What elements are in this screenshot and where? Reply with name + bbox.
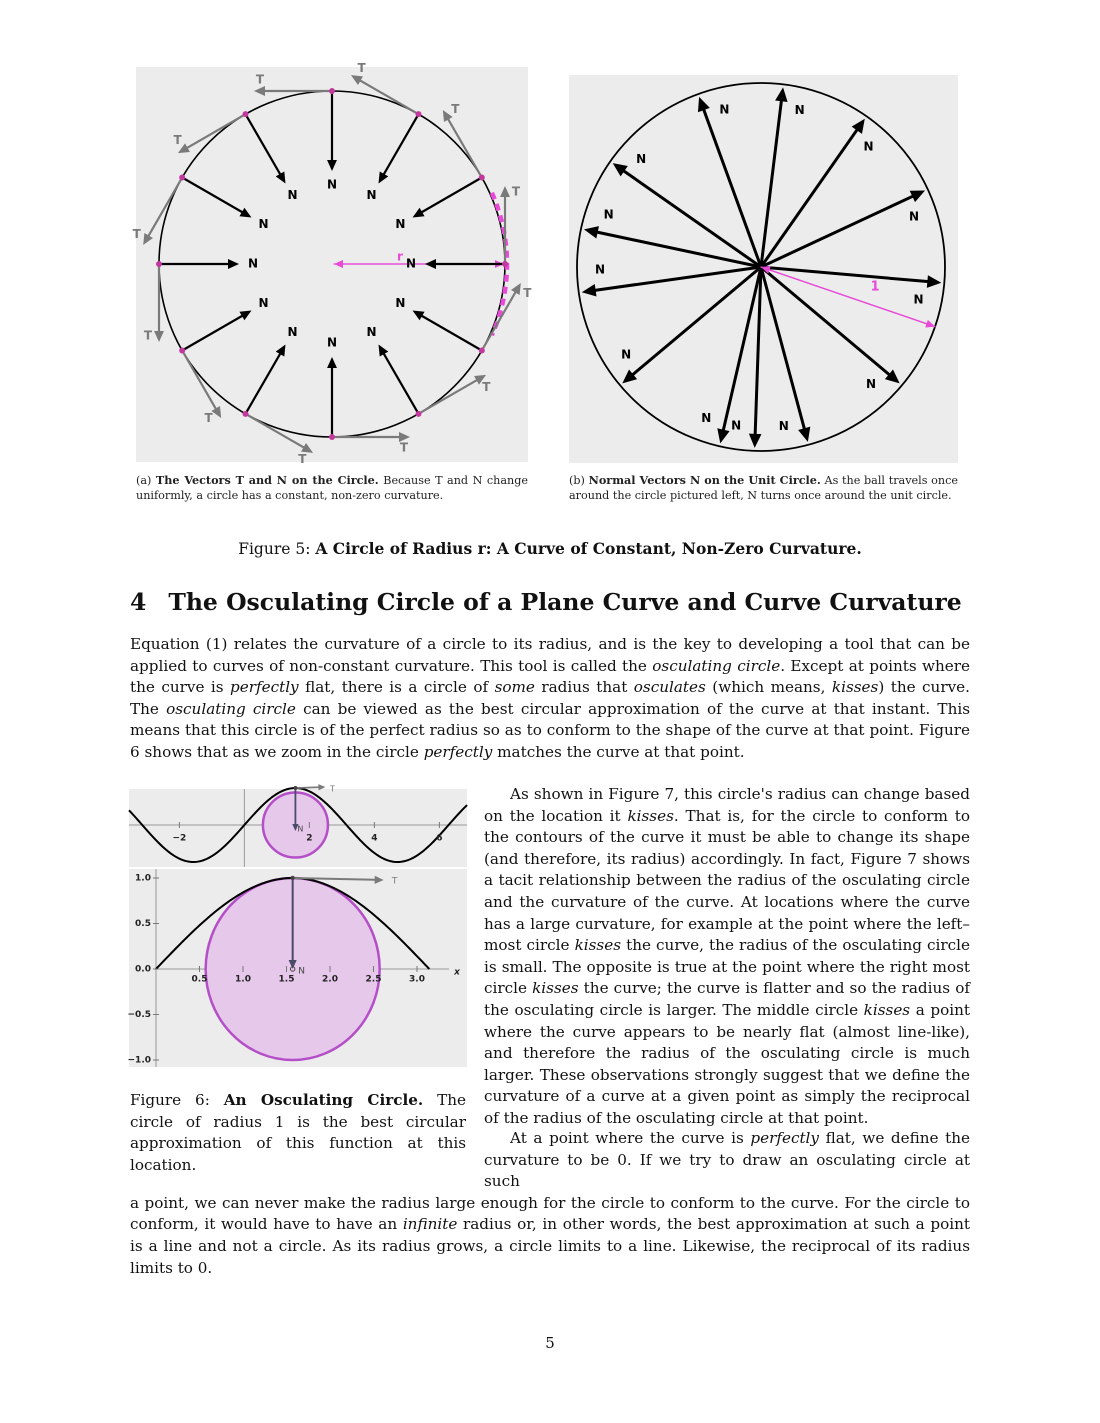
- figure5b-caption-text: As the ball travels once around the circle pictured left, N turns once around the unit circle.: [569, 474, 958, 502]
- tangent-label-7: T: [298, 451, 307, 466]
- normal-label-1: N: [719, 102, 730, 117]
- normal-label-7: N: [595, 262, 606, 277]
- normal-label-10: N: [258, 217, 269, 231]
- tangent-label-6: T: [399, 440, 409, 455]
- tangent-normal-circle-diagram: [132, 61, 532, 466]
- tangent-vector-7: [246, 414, 314, 453]
- tangent-vector-6: [332, 432, 410, 442]
- tangent-vector-5: [419, 375, 487, 414]
- section-number: 4: [130, 588, 147, 616]
- x-tick-label-5: 3.0: [409, 974, 425, 985]
- normal-label-10: N: [778, 418, 789, 433]
- normal-vector-11: [246, 114, 286, 183]
- tangency-point: [290, 876, 294, 880]
- normal-label-1: N: [366, 188, 377, 203]
- point-marker-10: [179, 175, 185, 181]
- figure6-caption-prefix: Figure 6:: [130, 1091, 210, 1109]
- paragraph-1: Equation (1) relates the curvature of a circle to its radius, and is the key to developing a tool that can be applied to curves of non-constant curvature. This tool is called the osculating circle. Except at points where the curve is perfectly flat, there is a circle of some radius that osculates (which means, kisses) the curve. The osculating circle can be viewed as the best circular approximation of the curve at that instant. This means that this circle is of the perfect radius so as to conform to the shape of the curve at that point. Figure 6 shows that as we zoom in the circle perfectly matches the curve at that point.: [130, 635, 970, 761]
- tangent-label-0: T: [255, 72, 265, 87]
- figure6-caption-title: An Osculating Circle.: [223, 1091, 424, 1109]
- figure5a-caption-text: Because T and N change uniformly, a circle has a constant, non-zero curvature.: [136, 474, 528, 502]
- page-number: 5: [545, 1334, 555, 1352]
- normal-label-0: N: [326, 177, 338, 192]
- normal-label-5: N: [603, 207, 614, 222]
- figure5-caption-prefix: Figure 5:: [238, 540, 311, 558]
- tangent-label-11: T: [173, 133, 182, 148]
- tangent-label-5: T: [482, 379, 491, 394]
- normal-label-7: N: [287, 324, 298, 339]
- normal-vector-4: [761, 191, 925, 267]
- tangent-vector-10: [143, 178, 182, 246]
- figure5-caption-title: A Circle of Radius r: A Curve of Constant, Non-Zero Curvature.: [315, 539, 862, 558]
- normal-label-8: N: [866, 377, 877, 392]
- tangent-vector-8: [182, 351, 221, 419]
- figure5b-caption-title: Normal Vectors N on the Unit Circle.: [588, 473, 821, 487]
- normal-vector-0: [761, 87, 788, 267]
- normal-vector-4: [413, 311, 482, 351]
- x-tick-label-2: 4: [371, 833, 378, 844]
- normal-vector-1: [379, 114, 419, 183]
- figure5a-caption-tag: (a): [136, 474, 152, 487]
- x-tick-label-3: 2.0: [322, 974, 338, 985]
- point-marker-2: [479, 175, 485, 181]
- normal-label-9: N: [247, 256, 259, 271]
- normal-label-8: N: [258, 296, 269, 310]
- paragraph-3-continued: a point, we can never make the radius large enough for the circle to conform to the curve. For the circle to conform, it would have to have an infinite radius or, in other words, the best approximation at such a point is a line and not a circle. As its radius grows, a circle limits to a line. Likewise, the reciprocal of its radius limits to 0.: [130, 1193, 970, 1277]
- normal-label-2: N: [395, 217, 406, 231]
- point-marker-1: [416, 111, 422, 117]
- normal-vector-2: [413, 178, 482, 218]
- normal-label-5: N: [366, 324, 377, 339]
- section-heading: [130, 588, 962, 616]
- point-marker-0: [329, 88, 335, 94]
- figure5b-caption-tag: (b): [569, 474, 585, 487]
- y-tick-label-3: −0.5: [127, 1010, 151, 1020]
- normal-vector-6: [327, 357, 337, 437]
- tangent-vector-4: [482, 283, 521, 351]
- normal-vector-10: [182, 178, 251, 218]
- point-marker-3: [502, 261, 508, 267]
- figure5-caption: [130, 539, 970, 558]
- x-axis-label: x: [454, 967, 460, 978]
- tangent-label-1: T: [357, 61, 366, 76]
- tangent-vector-0: [254, 86, 332, 96]
- point-marker-5: [416, 411, 422, 417]
- tangent-label-9: T: [143, 328, 153, 343]
- normal-vector-5: [379, 345, 419, 414]
- tangent-label-4: T: [523, 286, 532, 301]
- osculating-circle-zoom-plot: [129, 869, 467, 1067]
- tangent-arrow: [295, 784, 325, 790]
- tangent-label-8: T: [204, 410, 213, 425]
- point-marker-4: [479, 348, 485, 354]
- tangent-label: T: [391, 876, 398, 887]
- tangent-label: T: [329, 784, 335, 794]
- x-tick-label-3: 6: [436, 833, 443, 844]
- y-tick-label-2: 0.0: [135, 964, 151, 975]
- section-title: The Osculating Circle of a Plane Curve and Curve Curvature: [168, 588, 962, 616]
- figure6-caption-text: The circle of radius 1 is the best circular approximation of this function at this location.: [130, 1091, 466, 1174]
- x-tick-label-0: 0.5: [191, 974, 208, 985]
- x-tick-label-1: 2: [306, 833, 313, 844]
- tangency-point: [293, 786, 297, 790]
- tangent-vector-1: [351, 75, 419, 114]
- normal-label: N: [297, 824, 304, 834]
- x-tick-label-4: 2.5: [365, 974, 382, 985]
- normal-label: N: [298, 966, 306, 977]
- y-tick-label-4: −1.0: [127, 1055, 151, 1066]
- normal-label-11: N: [701, 410, 712, 425]
- point-marker-6: [329, 434, 335, 440]
- point-marker-11: [243, 111, 249, 117]
- normal-label-4: N: [908, 209, 920, 224]
- tangent-label-2: T: [451, 102, 460, 117]
- normal-label-6: N: [913, 292, 924, 307]
- normal-label-4: N: [395, 296, 406, 310]
- normal-label-2: N: [863, 139, 874, 154]
- normal-label-11: N: [287, 188, 298, 203]
- normal-vector-7: [246, 345, 286, 414]
- normal-vector-10: [761, 267, 810, 442]
- normal-vector-9: [159, 259, 239, 269]
- normal-label-3: N: [636, 152, 647, 167]
- normal-label-6: N: [326, 335, 338, 350]
- normal-label-3: N: [405, 256, 417, 271]
- tangent-vector-9: [154, 264, 164, 342]
- figure6-bottom-plot: [129, 869, 467, 1067]
- figure5a-caption: [136, 473, 528, 503]
- figure5b-caption: [569, 473, 958, 503]
- paragraph-3-wrap: [130, 1128, 970, 1279]
- tangent-label-10: T: [132, 226, 141, 241]
- tangent-vector-2: [443, 110, 482, 178]
- point-marker-8: [179, 348, 185, 354]
- normal-label-12: N: [731, 418, 742, 433]
- point-marker-7: [243, 411, 249, 417]
- normal-vector-8: [182, 311, 251, 351]
- figure5-panel-b: [569, 75, 958, 463]
- paragraph-3: At a point where the curve is perfectly flat, we define the curvature to be 0. If we try to draw an osculating circle at such: [484, 1129, 970, 1191]
- unit-circle-normals-diagram: [569, 75, 958, 463]
- normal-label-9: N: [621, 347, 632, 362]
- normal-vector-0: [327, 91, 337, 171]
- y-tick-label-0: 1.0: [135, 873, 151, 884]
- point-marker-9: [156, 261, 162, 267]
- normal-vector-1: [698, 97, 761, 267]
- sine-wave-overview-plot: [129, 784, 467, 867]
- tangent-vector-11: [178, 114, 246, 153]
- y-tick-label-1: 0.5: [135, 919, 151, 929]
- normal-vector-6: [761, 267, 941, 288]
- tangent-label-3: T: [511, 184, 521, 199]
- x-tick-label-0: −2: [172, 833, 187, 844]
- figure5a-caption-title: The Vectors T and N on the Circle.: [155, 473, 379, 487]
- paragraph-2: As shown in Figure 7, this circle's radius can change based on the location it kisses. That is, for the circle to conform to the contours of the curve it must be able to change its shape (and therefore, its radius) accordingly. In fact, Figure 7 shows a tacit relationship between the radius of the osculating circle and the curvature of the curve. At locations where the curve has a large curvature, for example at the point where the left–most circle kisses the curve, the radius of the osculating circle is small. The opposite is true at the point where the right most circle kisses the curve; the curve is flatter and so the radius of the osculating circle is larger. The middle circle kisses a point where the curve appears to be nearly flat (almost line-like), and therefore the radius of the osculating circle is much larger. These observations strongly suggest that we define the curvature of a curve at a given point as simply the reciprocal of the radius of the osculating circle at that point.: [484, 785, 970, 1127]
- x-tick-label-1: 1.0: [235, 974, 251, 985]
- figure6-top-plot: [129, 784, 467, 867]
- normal-vector-3: [425, 259, 505, 269]
- radius-label: r: [397, 249, 403, 264]
- normal-vector-7: [582, 267, 761, 296]
- figure5-panel-a: [132, 61, 532, 466]
- unit-radius-label: 1: [870, 279, 880, 295]
- x-tick-label-2: 1.5: [278, 974, 295, 985]
- normal-vector-5: [584, 226, 761, 267]
- normal-label-0: N: [794, 103, 805, 118]
